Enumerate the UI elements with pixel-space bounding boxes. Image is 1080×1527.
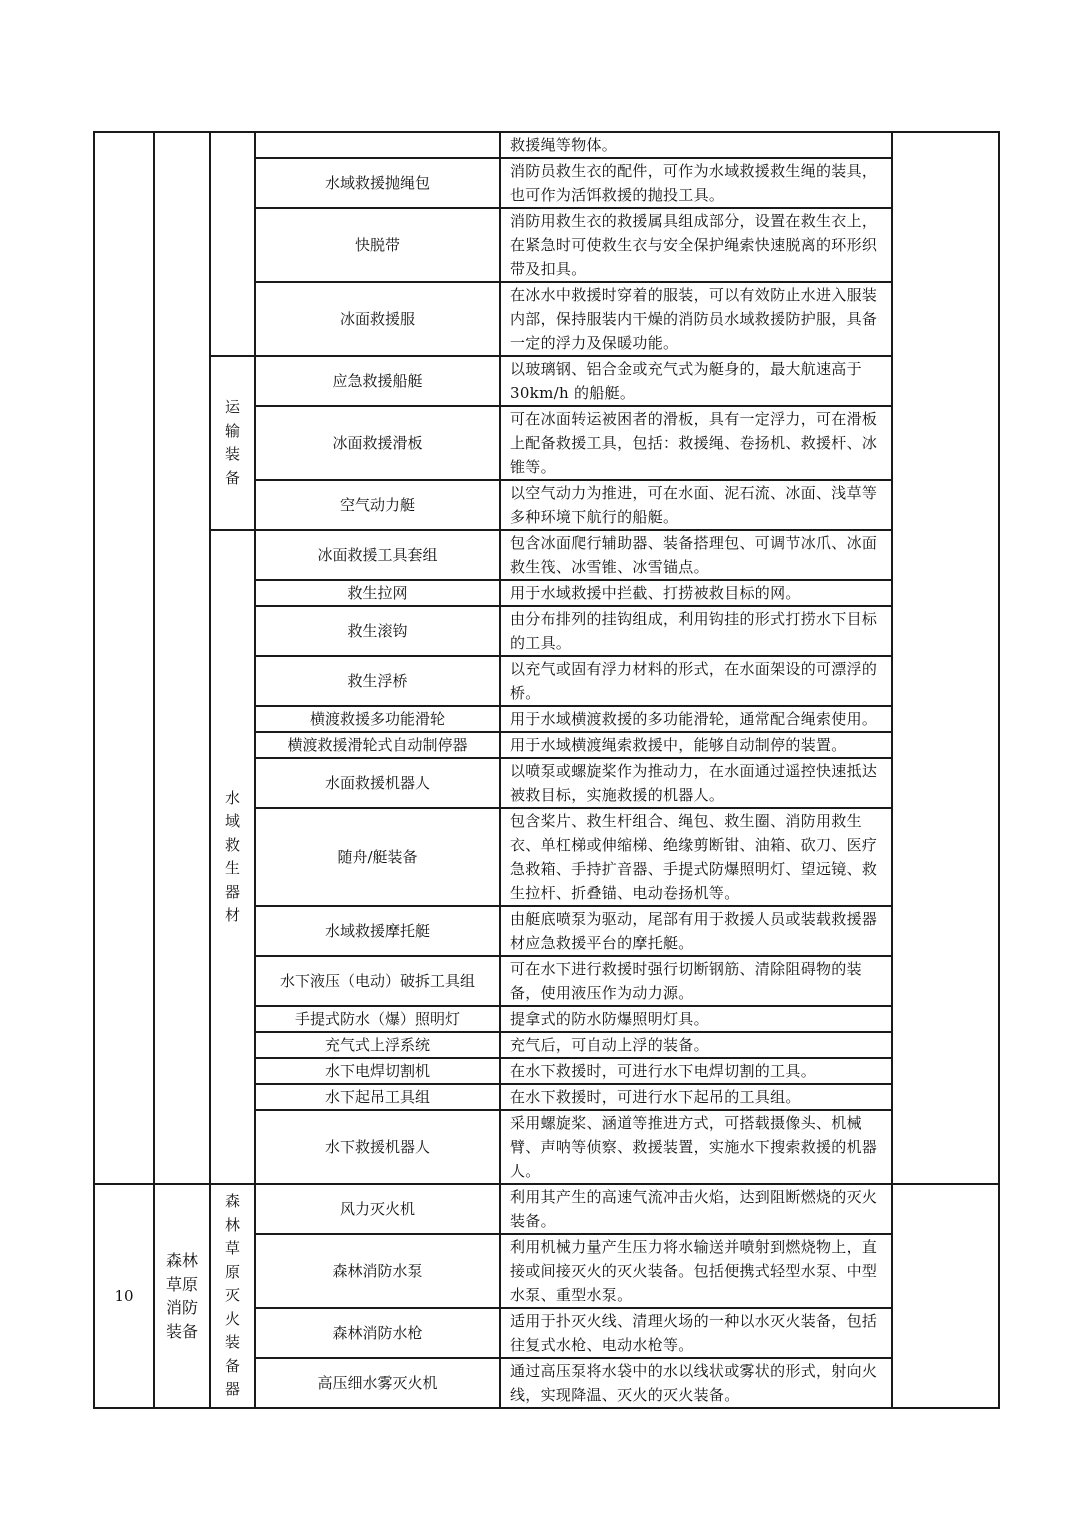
category-char: 灭 [224,1286,240,1305]
category-char: 生 [224,859,240,877]
category-char: 器 [224,1380,240,1399]
equipment-name: 救生拉网 [255,580,500,606]
category-cell [210,132,255,356]
equipment-description: 救援绳等物体。 [500,132,892,158]
equipment-description: 采用螺旋桨、涵道等推进方式，可搭载摄像头、机械臂、声呐等侦察、救援装置，实施水下搜索救援的机器人。 [500,1110,892,1184]
table-row [94,132,999,158]
equipment-name: 水面救援机器人 [255,758,500,808]
category-char: 备 [224,1356,240,1375]
category-char: 草 [224,1239,240,1258]
category-char: 火 [224,1309,240,1328]
category-char: 器 [224,882,240,901]
equipment-name: 水下液压（电动）破拆工具组 [255,956,500,1006]
equipment-description: 利用其产生的高速气流冲击火焰，达到阻断燃烧的灭火装备。 [500,1184,892,1234]
category-char: 林 [224,1215,240,1234]
equipment-description: 可在水下进行救援时强行切断钢筋、清除阻碍物的装备，使用液压作为动力源。 [500,956,892,1006]
equipment-description: 用于水域救援中拦截、打捞被救目标的网。 [500,580,892,606]
equipment-description: 以空气动力为推进，可在水面、泥石流、冰面、浅草等多种环境下航行的船艇。 [500,480,892,530]
number-cell [94,132,154,1184]
category-char: 原 [224,1262,240,1281]
equipment-name: 应急救援船艇 [255,356,500,406]
equipment-name: 水下电焊切割机 [255,1058,500,1084]
equipment-name: 救生浮桥 [255,656,500,706]
equipment-name: 冰面救援工具套组 [255,530,500,580]
equipment-description: 在冰水中救援时穿着的服装，可以有效防止水进入服装内部，保持服装内干燥的消防员水域救援防护服，具备一定的浮力及保暖功能。 [500,282,892,356]
category-char: 森 [224,1192,240,1211]
equipment-name: 风力灭火机 [255,1184,500,1234]
equipment-description: 以玻璃钢、铝合金或充气式为艇身的，最大航速高于30km/h 的船艇。 [500,356,892,406]
equipment-name: 高压细水雾灭火机 [255,1358,500,1408]
group-title-line: 装备 [165,1321,198,1341]
equipment-name: 森林消防水泵 [255,1234,500,1308]
equipment-name: 森林消防水枪 [255,1308,500,1358]
equipment-description: 在水下救援时，可进行水下起吊的工具组。 [500,1084,892,1110]
category-char: 运 [224,398,240,416]
equipment-name: 水域救援摩托艇 [255,906,500,956]
equipment-description: 用于水域横渡救援的多功能滑轮，通常配合绳索使用。 [500,706,892,732]
equipment-description: 包含桨片、救生杆组合、绳包、救生圈、消防用救生衣、单杠梯或伸缩梯、绝缘剪断钳、油箱、砍刀、医疗急救箱、手持扩音器、手提式防爆照明灯、望远镜、救生拉杆、折叠锚、电动卷扬机等。 [500,808,892,906]
equipment-name: 冰面救援服 [255,282,500,356]
table-row [94,530,999,580]
category-char: 材 [224,906,240,924]
equipment-name: 水域救援抛绳包 [255,158,500,208]
category-water [210,530,255,1184]
equipment-name: 冰面救援滑板 [255,406,500,480]
category-char: 救 [224,835,240,854]
equipment-name: 随舟/艇装备 [255,808,500,906]
equipment-description: 可在冰面转运被困者的滑板，具有一定浮力，可在滑板上配备救援工具，包括：救援绳、卷扬机、救援杆、冰锥等。 [500,406,892,480]
equipment-name: 水下起吊工具组 [255,1084,500,1110]
equipment-description: 由分布排列的挂钩组成，利用钩挂的形式打捞水下目标的工具。 [500,606,892,656]
section-number: 10 [94,1184,154,1408]
equipment-description: 适用于扑灭火线、清理火场的一种以水灭火装备，包括往复式水枪、电动水枪等。 [500,1308,892,1358]
category-char: 装 [224,445,240,463]
equipment-table [93,131,1000,1409]
equipment-name: 水下救援机器人 [255,1110,500,1184]
equipment-description: 由艇底喷泵为驱动，尾部有用于救援人员或装载救援器材应急救援平台的摩托艇。 [500,906,892,956]
section-group-title [154,1184,210,1408]
table-row [94,356,999,406]
equipment-description: 在水下救援时，可进行水下电焊切割的工具。 [500,1058,892,1084]
equipment-name [255,132,500,158]
equipment-description: 提拿式的防水防爆照明灯具。 [500,1006,892,1032]
equipment-description: 消防员救生衣的配件，可作为水域救援救生绳的装具，也可作为活饵救援的抛投工具。 [500,158,892,208]
equipment-description: 充气后，可自动上浮的装备。 [500,1032,892,1058]
equipment-table-page [93,131,1000,1409]
group-title-line: 消防 [165,1298,198,1317]
category-char: 域 [224,812,240,830]
equipment-name: 充气式上浮系统 [255,1032,500,1058]
remarks-cell [892,1184,999,1408]
equipment-name: 横渡救援滑轮式自动制停器 [255,732,500,758]
equipment-description: 利用机械力量产生压力将水输送并喷射到燃烧物上，直接或间接灭火的灭火装备。包括便携式轻型水泵、中型水泵、重型水泵。 [500,1234,892,1308]
remarks-cell [892,132,999,1184]
group-cell [154,132,210,1184]
equipment-name: 快脱带 [255,208,500,282]
equipment-name: 空气动力艇 [255,480,500,530]
equipment-name: 救生滚钩 [255,606,500,656]
equipment-name: 手提式防水（爆）照明灯 [255,1006,500,1032]
equipment-description: 消防用救生衣的救援属具组成部分，设置在救生衣上，在紧急时可使救生衣与安全保护绳索快速脱离的环形织带及扣具。 [500,208,892,282]
table-row [94,1184,999,1234]
equipment-name: 横渡救援多功能滑轮 [255,706,500,732]
category-char: 输 [224,421,240,440]
equipment-description: 以充气或固有浮力材料的形式，在水面架设的可漂浮的桥。 [500,656,892,706]
category-forest [210,1184,255,1408]
category-char: 装 [224,1333,240,1352]
equipment-description: 用于水域横渡绳索救援中，能够自动制停的装置。 [500,732,892,758]
category-char: 水 [224,788,240,807]
group-title-line: 草原 [165,1274,198,1294]
category-char: 备 [224,468,240,487]
equipment-description: 通过高压泵将水袋中的水以线状或雾状的形式，射向火线，实现降温、灭火的灭火装备。 [500,1358,892,1408]
group-title-line: 森林 [165,1251,198,1270]
category-transport [210,356,255,530]
equipment-description: 以喷泵或螺旋桨作为推动力，在水面通过遥控快速抵达被救目标，实施救援的机器人。 [500,758,892,808]
equipment-description: 包含冰面爬行辅助器、装备搭理包、可调节冰爪、冰面救生筏、冰雪锥、冰雪锚点。 [500,530,892,580]
